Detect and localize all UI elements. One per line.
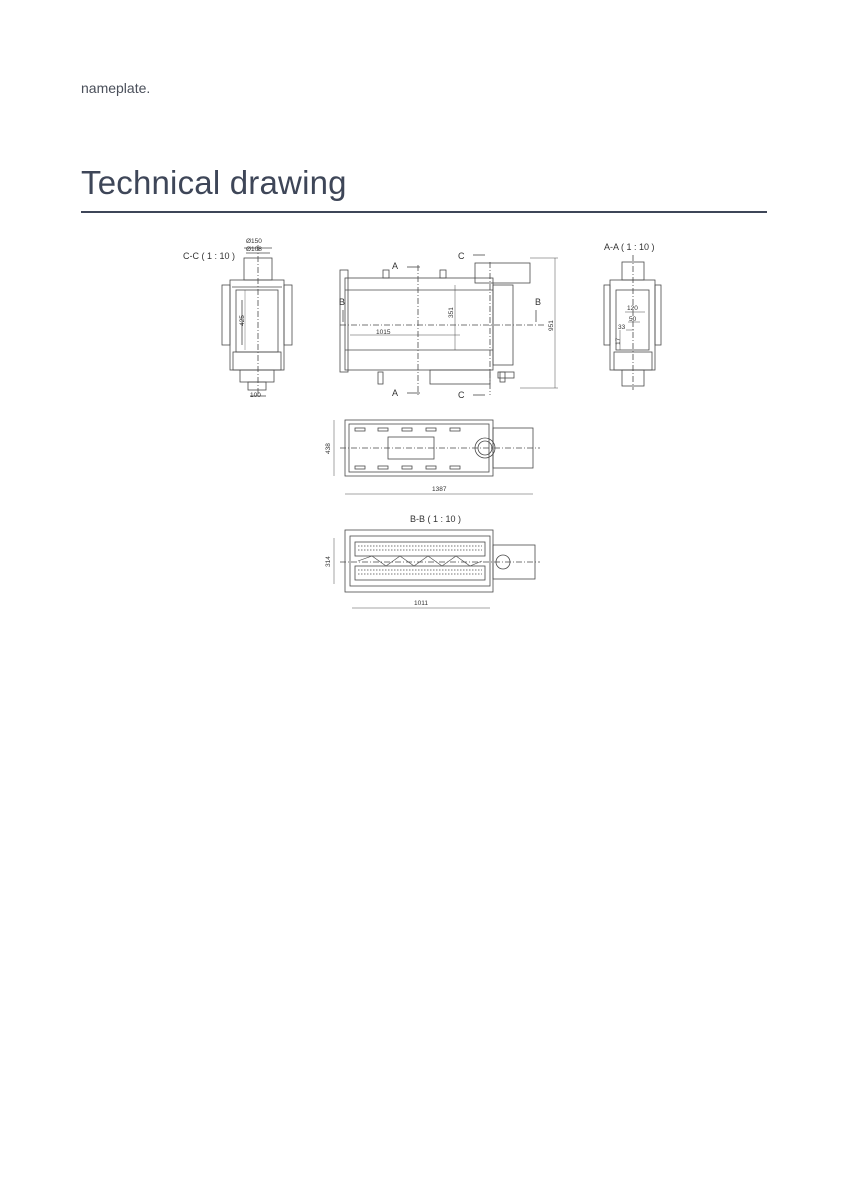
dim-d108: Ø108 — [246, 246, 262, 253]
dim-1015: 1015 — [376, 329, 391, 336]
dim-17: 17 — [615, 337, 622, 345]
view-front — [340, 255, 558, 395]
dim-33: 33 — [618, 324, 626, 331]
title-underline — [81, 211, 767, 213]
dim-438: 438 — [325, 443, 332, 454]
cut-b-right: B — [535, 297, 542, 307]
dim-120: 120 — [627, 305, 638, 312]
dim-351: 351 — [448, 307, 455, 318]
dim-d150: Ø150 — [246, 238, 262, 245]
view-bb — [334, 530, 540, 608]
cut-a-bottom: A — [392, 388, 399, 398]
view-top — [334, 420, 540, 494]
cut-b-left: B — [339, 297, 346, 307]
dim-314: 314 — [325, 556, 332, 567]
view-aa-label: A-A ( 1 : 10 ) — [604, 242, 655, 252]
dim-1011: 1011 — [414, 600, 428, 607]
intro-text: nameplate. — [81, 80, 151, 96]
cut-a-top: A — [392, 261, 399, 271]
dim-50: 50 — [629, 316, 637, 323]
view-cc — [222, 245, 292, 396]
section-title: Technical drawing — [81, 164, 347, 201]
technical-drawing — [150, 228, 710, 628]
view-bb-label: B-B ( 1 : 10 ) — [410, 514, 462, 524]
dim-951: 951 — [548, 320, 555, 331]
dim-100: 100 — [250, 392, 261, 399]
cut-c-top: C — [458, 251, 465, 261]
dim-1387: 1387 — [432, 486, 447, 493]
view-cc-label: C-C ( 1 : 10 ) — [183, 251, 236, 261]
cut-c-bottom: C — [458, 390, 465, 400]
dim-425: 425 — [239, 315, 246, 326]
